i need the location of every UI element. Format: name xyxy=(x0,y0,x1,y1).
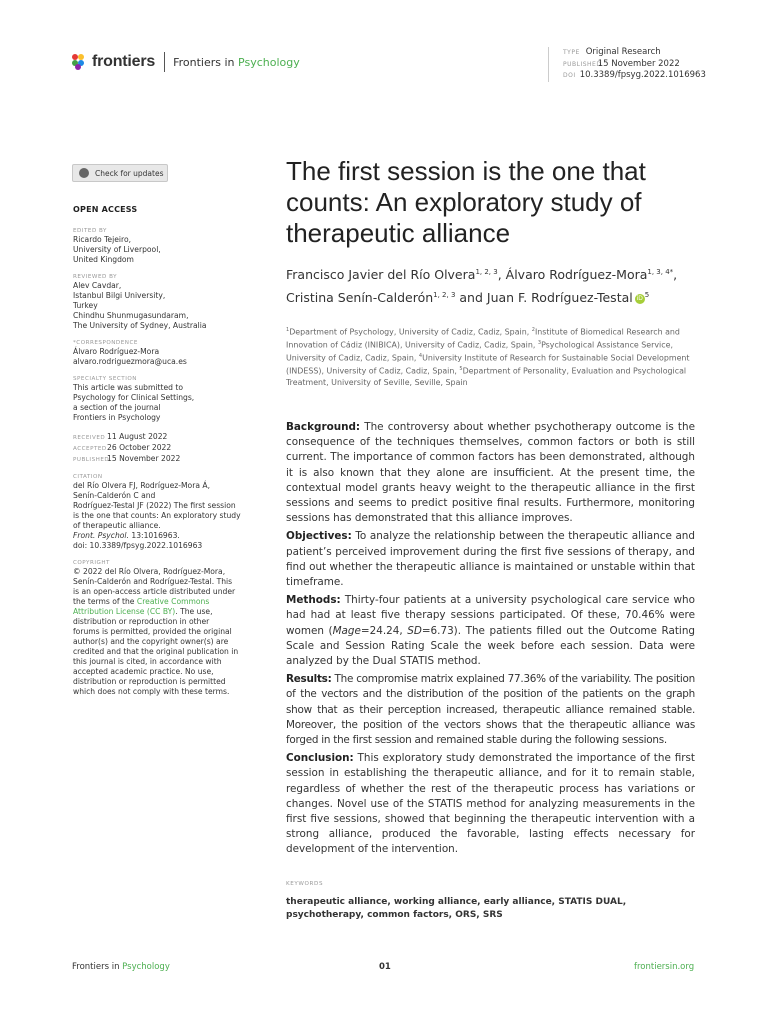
abstract-objectives: Objectives: To analyze the relationship between the therapeutic alliance and patient’s perceived improvement during the first five sessions of therapy, and find out whether the therapeutic alliance is maintained or unstable within that timeframe. xyxy=(286,530,695,589)
open-access-label: OPEN ACCESS xyxy=(73,205,138,214)
header-divider xyxy=(164,52,165,72)
reviewed-by: Alev Cavdar, Istanbul Bilgi University, Turkey Chindhu Shunmugasundaram, The University of Sydney, Australia xyxy=(73,281,207,330)
keywords-label: KEYWORDS xyxy=(286,881,324,887)
author-name[interactable]: Álvaro Rodríguez-Mora xyxy=(505,267,648,283)
update-check-icon xyxy=(79,168,89,178)
keywords: therapeutic alliance, working alliance, early alliance, STATIS DUAL, psychotherapy, common factors, ORS, SRS xyxy=(286,897,627,920)
check-for-updates-button[interactable] xyxy=(72,164,168,182)
citation: del Río Olvera FJ, Rodríguez-Mora Á, Senín-Calderón C and Rodríguez-Testal JF (2022) The first session is the one that counts: An exploratory study of therapeutic alliance. Front. Psychol. 13:1016963. doi: 10.3389/fpsyg.2022.1016963 xyxy=(73,481,241,550)
footer-site-link[interactable]: frontiersin.org xyxy=(634,962,695,972)
frontiers-logo-icon xyxy=(72,54,88,70)
specialty-section: This article was submitted to Psychology for Clinical Settings, a section of the journal Frontiers in Psychology xyxy=(73,383,195,422)
reviewed-by-label: REVIEWED BY xyxy=(73,274,118,280)
abstract xyxy=(286,420,695,861)
correspondence-label: *CORRESPONDENCE xyxy=(73,340,138,346)
article-sidebar xyxy=(73,205,243,697)
author-name[interactable]: Francisco Javier del Río Olvera xyxy=(286,267,476,283)
abstract-methods: Methods: Thirty-four patients at a university psychological care service who had had at least five therapy sessions participated. Of these, 70.46% were women (Mage=24.24, SD=6.73). The patients filled out the Outcome Rating Scale and Session Rating Scale the week before each session. Data were analyzed by the Dual STATIS method. xyxy=(286,594,695,668)
meta-type: TYPE Original Research xyxy=(563,47,661,57)
edited-by-label: EDITED BY xyxy=(73,228,107,234)
citation-label: CITATION xyxy=(73,474,103,480)
edited-by: Ricardo Tejeiro, University of Liverpool, United Kingdom xyxy=(73,235,161,264)
specialty-section-label: SPECIALTY SECTION xyxy=(73,376,137,382)
copyright-label: COPYRIGHT xyxy=(73,560,110,566)
check-for-updates-label: Check for updates xyxy=(95,168,164,178)
author-list: Francisco Javier del Río Olvera$^{1, 2, 3}$, Álvaro Rodríguez-Mora$^{1, 3, 4*}$, Cristina Senín-Calderón$^{1, 2, 3}$ and Juan F. Rodríguez-Testal iD $^5$ xyxy=(286,267,678,306)
article-meta xyxy=(548,47,706,82)
abstract-results: Results: The compromise matrix explained 77.36% of the variability. The position of the vectors and the distribution of the position of the patients on the graph show that as their perception increased, therapeutic alliance remained stable. Moreover, the position of the vectors shows that the therapeutic alliance was forged in the first session and remained stable during the following sessions. xyxy=(286,673,695,747)
abstract-background: Background: The controversy about whether psychotherapy outcome is the consequence of the techniques themselves, common factors or both is still current. The importance of common factors has been demonstrated, although it is also known that they alone are insufficient. At the present time, the contextual model grants heavy weight to the therapeutic alliance in the first sessions and seems to predict positive final results. Furthermore, monitoring sessions has demonstrated that this alliance improves. xyxy=(286,421,695,525)
meta-published: PUBLISHED 15 November 2022 xyxy=(563,58,680,69)
license-link[interactable]: Creative Commons Attribution License (CC BY) xyxy=(73,597,210,616)
author-name[interactable]: Cristina Senín-Calderón xyxy=(286,290,434,306)
journal-name[interactable]: Frontiers in Psychology xyxy=(173,55,300,69)
article-title: The first session is the one that counts: An exploratory study of therapeutic alliance xyxy=(286,156,646,248)
brand-name: frontiers xyxy=(92,53,156,70)
article-dates: RECEIVED 11 August 2022 ACCEPTED26 October 2022 PUBLISHED15 November 2022 xyxy=(73,432,181,463)
correspondence[interactable]: Álvaro Rodríguez-Mora alvaro.rodriguezmora@uca.es xyxy=(73,347,187,366)
copyright: © 2022 del Río Olvera, Rodríguez-Mora, Senín-Calderón and Rodríguez-Testal. This is an open-access article distributed under the terms of the Creative Commons Attribution License (CC BY). The use, distribution or reproduction in other forums is permitted, provided the original author(s) and the copyright owner(s) are credited and that the original publication in this journal is cited, in accordance with accepted academic practice. No use, distribution or reproduction is permitted which does not comply with these terms. xyxy=(73,567,239,696)
meta-doi: DOI 10.3389/fpsyg.2022.1016963 xyxy=(563,70,706,80)
author-name[interactable]: Juan F. Rodríguez-Testal xyxy=(486,290,633,306)
frontiers-logo[interactable] xyxy=(72,52,300,72)
footer-journal[interactable]: Frontiers in Psychology xyxy=(72,962,170,972)
affiliations: $^1$Department of Psychology, University of Cadiz, Cadiz, Spain, $^2$Institute of Biomedical Research and Innovation of Cádiz (INIBICA), University of Cadiz, Cadiz, Spain, $^3$Psychological Assistance Service, University of Cadiz, Cadiz, Spain, $^4$University Institute of Research for Sustainable Social Development (INDESS), University of Cadiz, Cadiz, Spain, $^5$Department of Personality, Evaluation and Psychological Treatment, University of Seville, Seville, Spain xyxy=(286,327,690,387)
page-number: 01 xyxy=(379,962,391,972)
orcid-icon[interactable]: iD xyxy=(636,294,643,302)
abstract-conclusion: Conclusion: This exploratory study demonstrated the importance of the first session in establishing the therapeutic alliance, and for it to remain stable, regardless of whether the rest of the therapeutic process has variations or changes. Novel use of the STATIS method for analyzing measurements in the first five sessions, showed that beginning the therapeutic intervention with a strong alliance, produced the favorable, lasting effects necessary for development of the intervention. xyxy=(286,752,695,856)
